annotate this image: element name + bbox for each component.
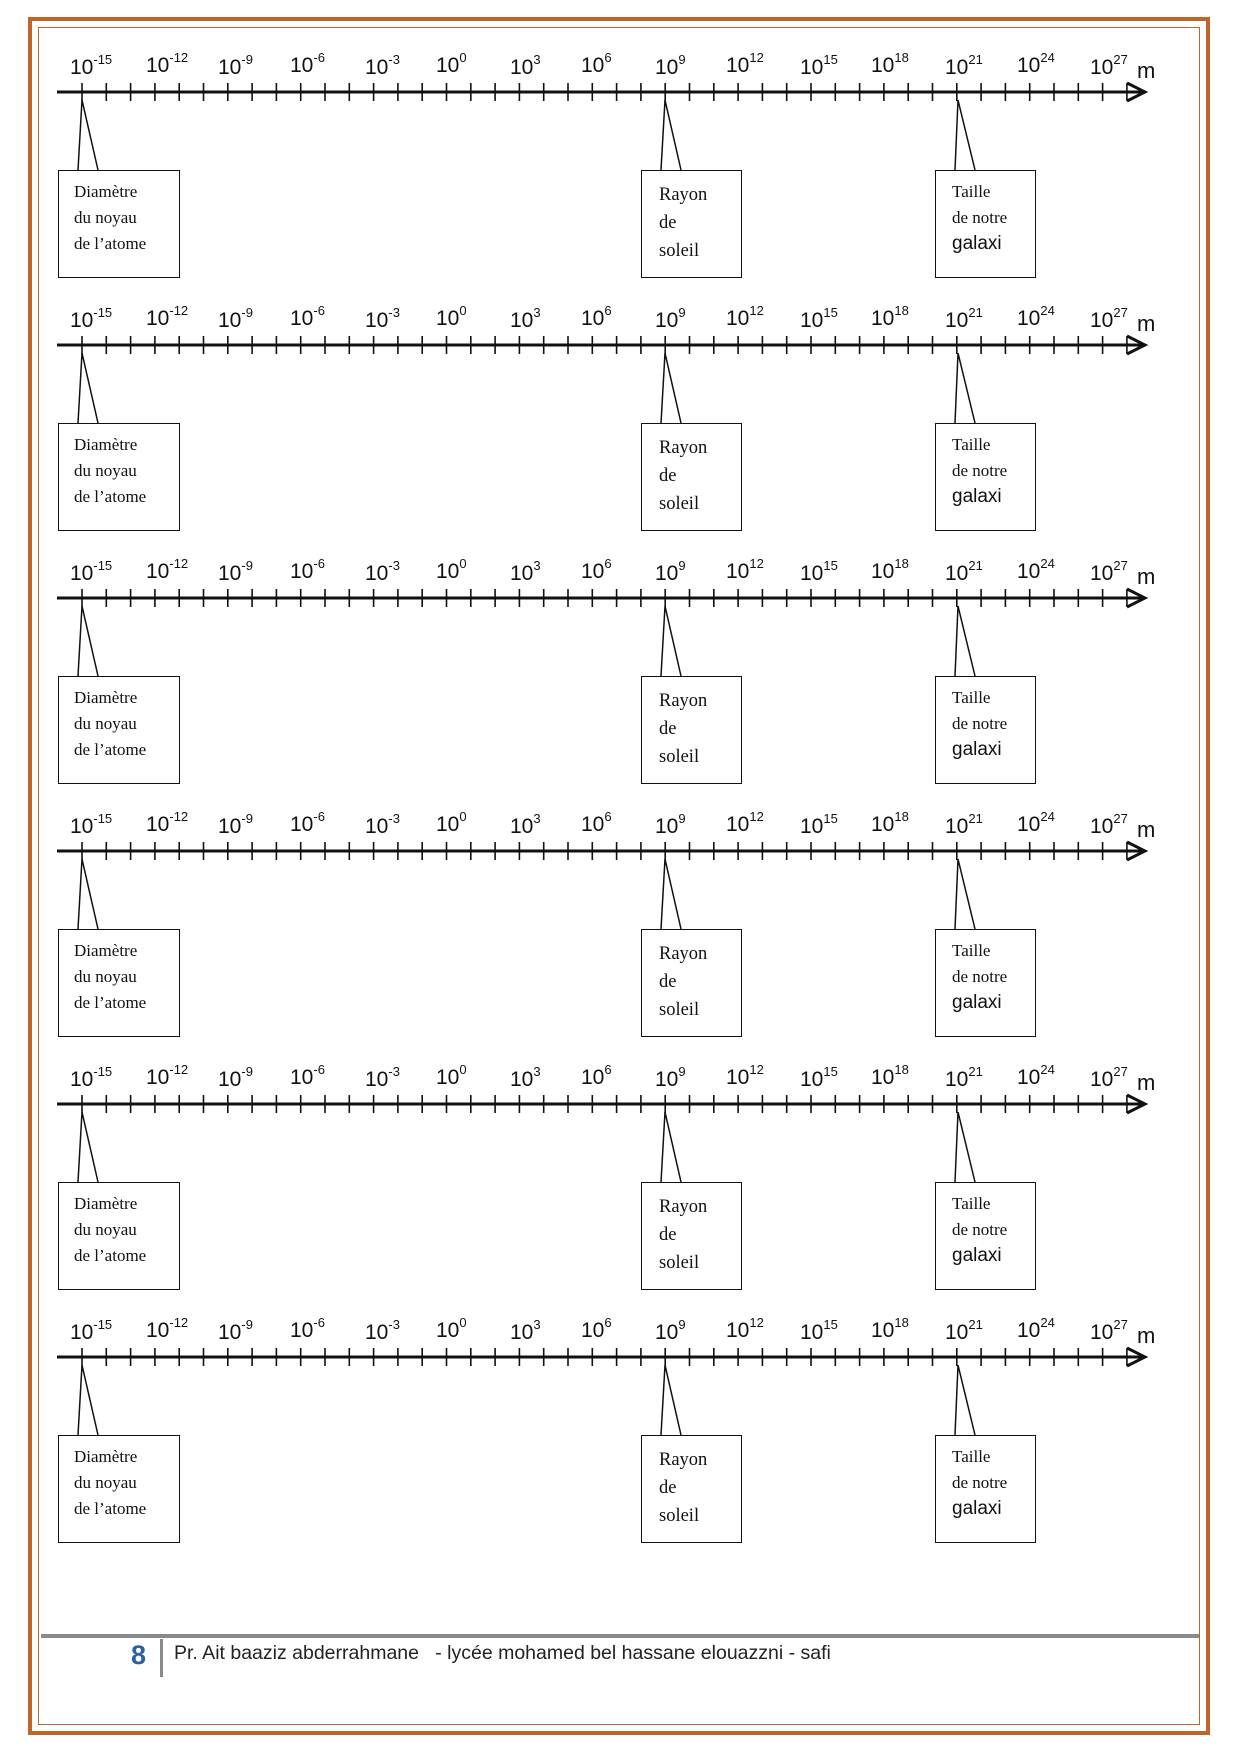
tick-label: $10^{24}$ bbox=[1017, 1315, 1055, 1342]
tick-label: $10^{-9}$ bbox=[218, 1064, 253, 1091]
tick-label: $10^{-6}$ bbox=[290, 303, 325, 330]
tick-label: $10^{-3}$ bbox=[365, 811, 400, 838]
tick-label: $10^6$ bbox=[581, 1315, 612, 1342]
tick-label: $10^{-15}$ bbox=[70, 558, 113, 585]
tick-label: $10^{-15}$ bbox=[70, 52, 113, 79]
tick-label: $10^{18}$ bbox=[871, 50, 909, 77]
tick-label: $10^{21}$ bbox=[945, 305, 983, 332]
callout-pointer bbox=[78, 353, 98, 423]
callout-line: du noyau bbox=[74, 714, 137, 733]
axis-unit: m bbox=[1137, 311, 1156, 336]
tick-label: $10^{-9}$ bbox=[218, 811, 253, 838]
tick-label: $10^6$ bbox=[581, 556, 612, 583]
tick-label: $10^9$ bbox=[655, 811, 686, 838]
tick-label: $10^{18}$ bbox=[871, 1315, 909, 1342]
callout-line: de l’atome bbox=[74, 1499, 147, 1518]
tick-label: $10^{15}$ bbox=[800, 305, 838, 332]
callout-line: galaxi bbox=[952, 486, 1002, 507]
tick-label: $10^6$ bbox=[581, 50, 612, 77]
tick-label: $10^{-6}$ bbox=[290, 1062, 325, 1089]
tick-label: $10^0$ bbox=[436, 303, 467, 330]
callout-atom-nucleus bbox=[58, 676, 180, 784]
callout-galaxy-size bbox=[935, 929, 1036, 1037]
callout-atom-nucleus bbox=[58, 170, 180, 278]
callout-atom-nucleus bbox=[58, 1435, 180, 1543]
tick-label: $10^{27}$ bbox=[1090, 305, 1128, 332]
tick-label: $10^6$ bbox=[581, 809, 612, 836]
tick-label: $10^{12}$ bbox=[726, 809, 764, 836]
callout-sun-radius bbox=[641, 170, 742, 278]
tick-label: $10^{24}$ bbox=[1017, 50, 1055, 77]
tick-label: $10^6$ bbox=[581, 303, 612, 330]
tick-label: $10^{-12}$ bbox=[146, 556, 189, 583]
tick-label: $10^0$ bbox=[436, 556, 467, 583]
callout-galaxy-size bbox=[935, 423, 1036, 531]
callout-line: du noyau bbox=[74, 1473, 137, 1492]
tick-label: $10^{27}$ bbox=[1090, 1317, 1128, 1344]
tick-label: $10^{18}$ bbox=[871, 556, 909, 583]
tick-label: $10^{-3}$ bbox=[365, 1064, 400, 1091]
footer-separator bbox=[160, 1639, 163, 1677]
callout-sun-radius bbox=[641, 676, 742, 784]
tick-label: $10^{12}$ bbox=[726, 50, 764, 77]
callout-line: de l’atome bbox=[74, 740, 147, 759]
tick-label: $10^{-6}$ bbox=[290, 556, 325, 583]
callout-line: Taille bbox=[952, 1194, 991, 1213]
callout-line: Rayon bbox=[659, 691, 708, 711]
callout-galaxy-size bbox=[935, 1182, 1036, 1290]
callout-line: de bbox=[659, 972, 677, 992]
callout-pointer bbox=[661, 100, 681, 170]
tick-label: $10^{24}$ bbox=[1017, 809, 1055, 836]
callout-galaxy-size bbox=[935, 1435, 1036, 1543]
tick-label: $10^{15}$ bbox=[800, 558, 838, 585]
tick-label: $10^{-3}$ bbox=[365, 558, 400, 585]
footer-text: Pr. Ait baaziz abderrahmane - lycée mohamed bel hassane elouazzni - safi bbox=[174, 1642, 831, 1664]
callout-line: Diamètre bbox=[74, 1194, 138, 1213]
tick-label: $10^{-6}$ bbox=[290, 809, 325, 836]
callout-line: Taille bbox=[952, 1447, 991, 1466]
tick-label: $10^{-15}$ bbox=[70, 1317, 113, 1344]
callout-line: Rayon bbox=[659, 185, 708, 205]
tick-label: $10^9$ bbox=[655, 52, 686, 79]
callout-sun-radius bbox=[641, 423, 742, 531]
callout-pointer bbox=[78, 606, 98, 676]
tick-label: $10^{27}$ bbox=[1090, 558, 1128, 585]
tick-label: $10^{-15}$ bbox=[70, 1064, 113, 1091]
callout-line: galaxi bbox=[952, 1498, 1002, 1519]
callout-line: Taille bbox=[952, 688, 991, 707]
callout-line: du noyau bbox=[74, 967, 137, 986]
axis-line bbox=[0, 303, 1240, 553]
callout-line: galaxi bbox=[952, 233, 1002, 254]
callout-line: Diamètre bbox=[74, 688, 138, 707]
callout-line: Taille bbox=[952, 941, 991, 960]
axis-line bbox=[0, 809, 1240, 1059]
scale-5 bbox=[0, 1062, 1240, 1312]
callout-line: de notre bbox=[952, 1220, 1008, 1239]
callout-galaxy-size bbox=[935, 170, 1036, 278]
tick-label: $10^{-9}$ bbox=[218, 52, 253, 79]
tick-label: $10^0$ bbox=[436, 809, 467, 836]
tick-label: $10^9$ bbox=[655, 1064, 686, 1091]
callout-line: de notre bbox=[952, 461, 1008, 480]
axis-line bbox=[0, 1315, 1240, 1565]
tick-label: $10^6$ bbox=[581, 1062, 612, 1089]
callout-line: de l’atome bbox=[74, 993, 147, 1012]
callout-line: Diamètre bbox=[74, 435, 138, 454]
callout-line: de bbox=[659, 1225, 677, 1245]
callout-line: galaxi bbox=[952, 739, 1002, 760]
tick-label: $10^{12}$ bbox=[726, 303, 764, 330]
tick-label: $10^{15}$ bbox=[800, 52, 838, 79]
callout-line: soleil bbox=[659, 1506, 700, 1526]
callout-line: Rayon bbox=[659, 438, 708, 458]
tick-label: $10^{12}$ bbox=[726, 1062, 764, 1089]
tick-label: $10^{24}$ bbox=[1017, 556, 1055, 583]
callout-pointer bbox=[955, 1365, 975, 1435]
tick-label: $10^{-12}$ bbox=[146, 303, 189, 330]
callout-line: de notre bbox=[952, 1473, 1008, 1492]
callout-line: Diamètre bbox=[74, 1447, 138, 1466]
tick-label: $10^0$ bbox=[436, 1062, 467, 1089]
callout-atom-nucleus bbox=[58, 1182, 180, 1290]
tick-label: $10^0$ bbox=[436, 1315, 467, 1342]
tick-label: $10^{-3}$ bbox=[365, 52, 400, 79]
callout-line: de l’atome bbox=[74, 487, 147, 506]
callout-line: de bbox=[659, 213, 677, 233]
callout-line: Taille bbox=[952, 435, 991, 454]
callout-pointer bbox=[955, 859, 975, 929]
callout-pointer bbox=[78, 1365, 98, 1435]
tick-label: $10^{-12}$ bbox=[146, 50, 189, 77]
callout-line: de bbox=[659, 1478, 677, 1498]
callout-pointer bbox=[661, 353, 681, 423]
callout-line: galaxi bbox=[952, 1245, 1002, 1266]
axis-line bbox=[0, 556, 1240, 806]
callout-line: Rayon bbox=[659, 944, 708, 964]
axis-line bbox=[0, 50, 1240, 300]
callout-atom-nucleus bbox=[58, 423, 180, 531]
tick-label: $10^{15}$ bbox=[800, 1317, 838, 1344]
axis-unit: m bbox=[1137, 817, 1156, 842]
scale-3 bbox=[0, 556, 1240, 806]
tick-label: $10^{18}$ bbox=[871, 1062, 909, 1089]
tick-label: $10^{21}$ bbox=[945, 52, 983, 79]
callout-line: du noyau bbox=[74, 461, 137, 480]
axis-unit: m bbox=[1137, 564, 1156, 589]
tick-label: $10^{-15}$ bbox=[70, 305, 113, 332]
callout-line: du noyau bbox=[74, 1220, 137, 1239]
tick-label: $10^{-3}$ bbox=[365, 305, 400, 332]
callout-line: de bbox=[659, 719, 677, 739]
tick-label: $10^3$ bbox=[510, 558, 541, 585]
tick-label: $10^{18}$ bbox=[871, 303, 909, 330]
callout-line: de l’atome bbox=[74, 1246, 147, 1265]
tick-label: $10^{15}$ bbox=[800, 1064, 838, 1091]
callout-sun-radius bbox=[641, 1182, 742, 1290]
tick-label: $10^3$ bbox=[510, 811, 541, 838]
axis-line bbox=[0, 1062, 1240, 1312]
tick-label: $10^{27}$ bbox=[1090, 52, 1128, 79]
tick-label: $10^{24}$ bbox=[1017, 303, 1055, 330]
tick-label: $10^{-15}$ bbox=[70, 811, 113, 838]
tick-label: $10^{21}$ bbox=[945, 558, 983, 585]
tick-label: $10^9$ bbox=[655, 558, 686, 585]
tick-label: $10^{15}$ bbox=[800, 811, 838, 838]
callout-line: Diamètre bbox=[74, 182, 138, 201]
callout-pointer bbox=[78, 859, 98, 929]
tick-label: $10^{27}$ bbox=[1090, 811, 1128, 838]
tick-label: $10^{12}$ bbox=[726, 556, 764, 583]
callout-line: de bbox=[659, 466, 677, 486]
callout-line: Rayon bbox=[659, 1450, 708, 1470]
axis-unit: m bbox=[1137, 58, 1156, 83]
callout-sun-radius bbox=[641, 929, 742, 1037]
callout-line: soleil bbox=[659, 494, 700, 514]
callout-pointer bbox=[661, 859, 681, 929]
tick-label: $10^3$ bbox=[510, 1064, 541, 1091]
tick-label: $10^{21}$ bbox=[945, 1317, 983, 1344]
page-number: 8 bbox=[131, 1640, 147, 1670]
footer-rule bbox=[41, 1634, 1199, 1638]
callout-pointer bbox=[955, 1112, 975, 1182]
callout-line: soleil bbox=[659, 1000, 700, 1020]
axis-unit: m bbox=[1137, 1323, 1156, 1348]
callout-line: soleil bbox=[659, 1253, 700, 1273]
callout-pointer bbox=[661, 606, 681, 676]
callout-pointer bbox=[78, 100, 98, 170]
callout-pointer bbox=[661, 1112, 681, 1182]
tick-label: $10^9$ bbox=[655, 305, 686, 332]
callout-galaxy-size bbox=[935, 676, 1036, 784]
scale-2 bbox=[0, 303, 1240, 553]
tick-label: $10^3$ bbox=[510, 305, 541, 332]
callout-line: soleil bbox=[659, 241, 700, 261]
callout-sun-radius bbox=[641, 1435, 742, 1543]
axis-unit: m bbox=[1137, 1070, 1156, 1095]
tick-label: $10^{-9}$ bbox=[218, 1317, 253, 1344]
tick-label: $10^{-3}$ bbox=[365, 1317, 400, 1344]
tick-label: $10^{21}$ bbox=[945, 1064, 983, 1091]
callout-line: de l’atome bbox=[74, 234, 147, 253]
tick-label: $10^{-9}$ bbox=[218, 558, 253, 585]
tick-label: $10^{-6}$ bbox=[290, 50, 325, 77]
tick-label: $10^9$ bbox=[655, 1317, 686, 1344]
tick-label: $10^{27}$ bbox=[1090, 1064, 1128, 1091]
callout-line: soleil bbox=[659, 747, 700, 767]
tick-label: $10^0$ bbox=[436, 50, 467, 77]
tick-label: $10^{-9}$ bbox=[218, 305, 253, 332]
callout-line: de notre bbox=[952, 208, 1008, 227]
callout-line: de notre bbox=[952, 714, 1008, 733]
scale-1 bbox=[0, 50, 1240, 300]
callout-line: Diamètre bbox=[74, 941, 138, 960]
tick-label: $10^{-12}$ bbox=[146, 1062, 189, 1089]
tick-label: $10^{-12}$ bbox=[146, 809, 189, 836]
tick-label: $10^{18}$ bbox=[871, 809, 909, 836]
tick-label: $10^{21}$ bbox=[945, 811, 983, 838]
tick-label: $10^3$ bbox=[510, 1317, 541, 1344]
callout-pointer bbox=[955, 606, 975, 676]
callout-pointer bbox=[955, 353, 975, 423]
callout-line: Taille bbox=[952, 182, 991, 201]
tick-label: $10^{-6}$ bbox=[290, 1315, 325, 1342]
tick-label: $10^{-12}$ bbox=[146, 1315, 189, 1342]
callout-pointer bbox=[955, 100, 975, 170]
tick-label: $10^3$ bbox=[510, 52, 541, 79]
callout-atom-nucleus bbox=[58, 929, 180, 1037]
scale-4 bbox=[0, 809, 1240, 1059]
callout-pointer bbox=[78, 1112, 98, 1182]
tick-label: $10^{24}$ bbox=[1017, 1062, 1055, 1089]
callout-pointer bbox=[661, 1365, 681, 1435]
callout-line: galaxi bbox=[952, 992, 1002, 1013]
scale-6 bbox=[0, 1315, 1240, 1565]
tick-label: $10^{12}$ bbox=[726, 1315, 764, 1342]
callout-line: Rayon bbox=[659, 1197, 708, 1217]
callout-line: du noyau bbox=[74, 208, 137, 227]
callout-line: de notre bbox=[952, 967, 1008, 986]
